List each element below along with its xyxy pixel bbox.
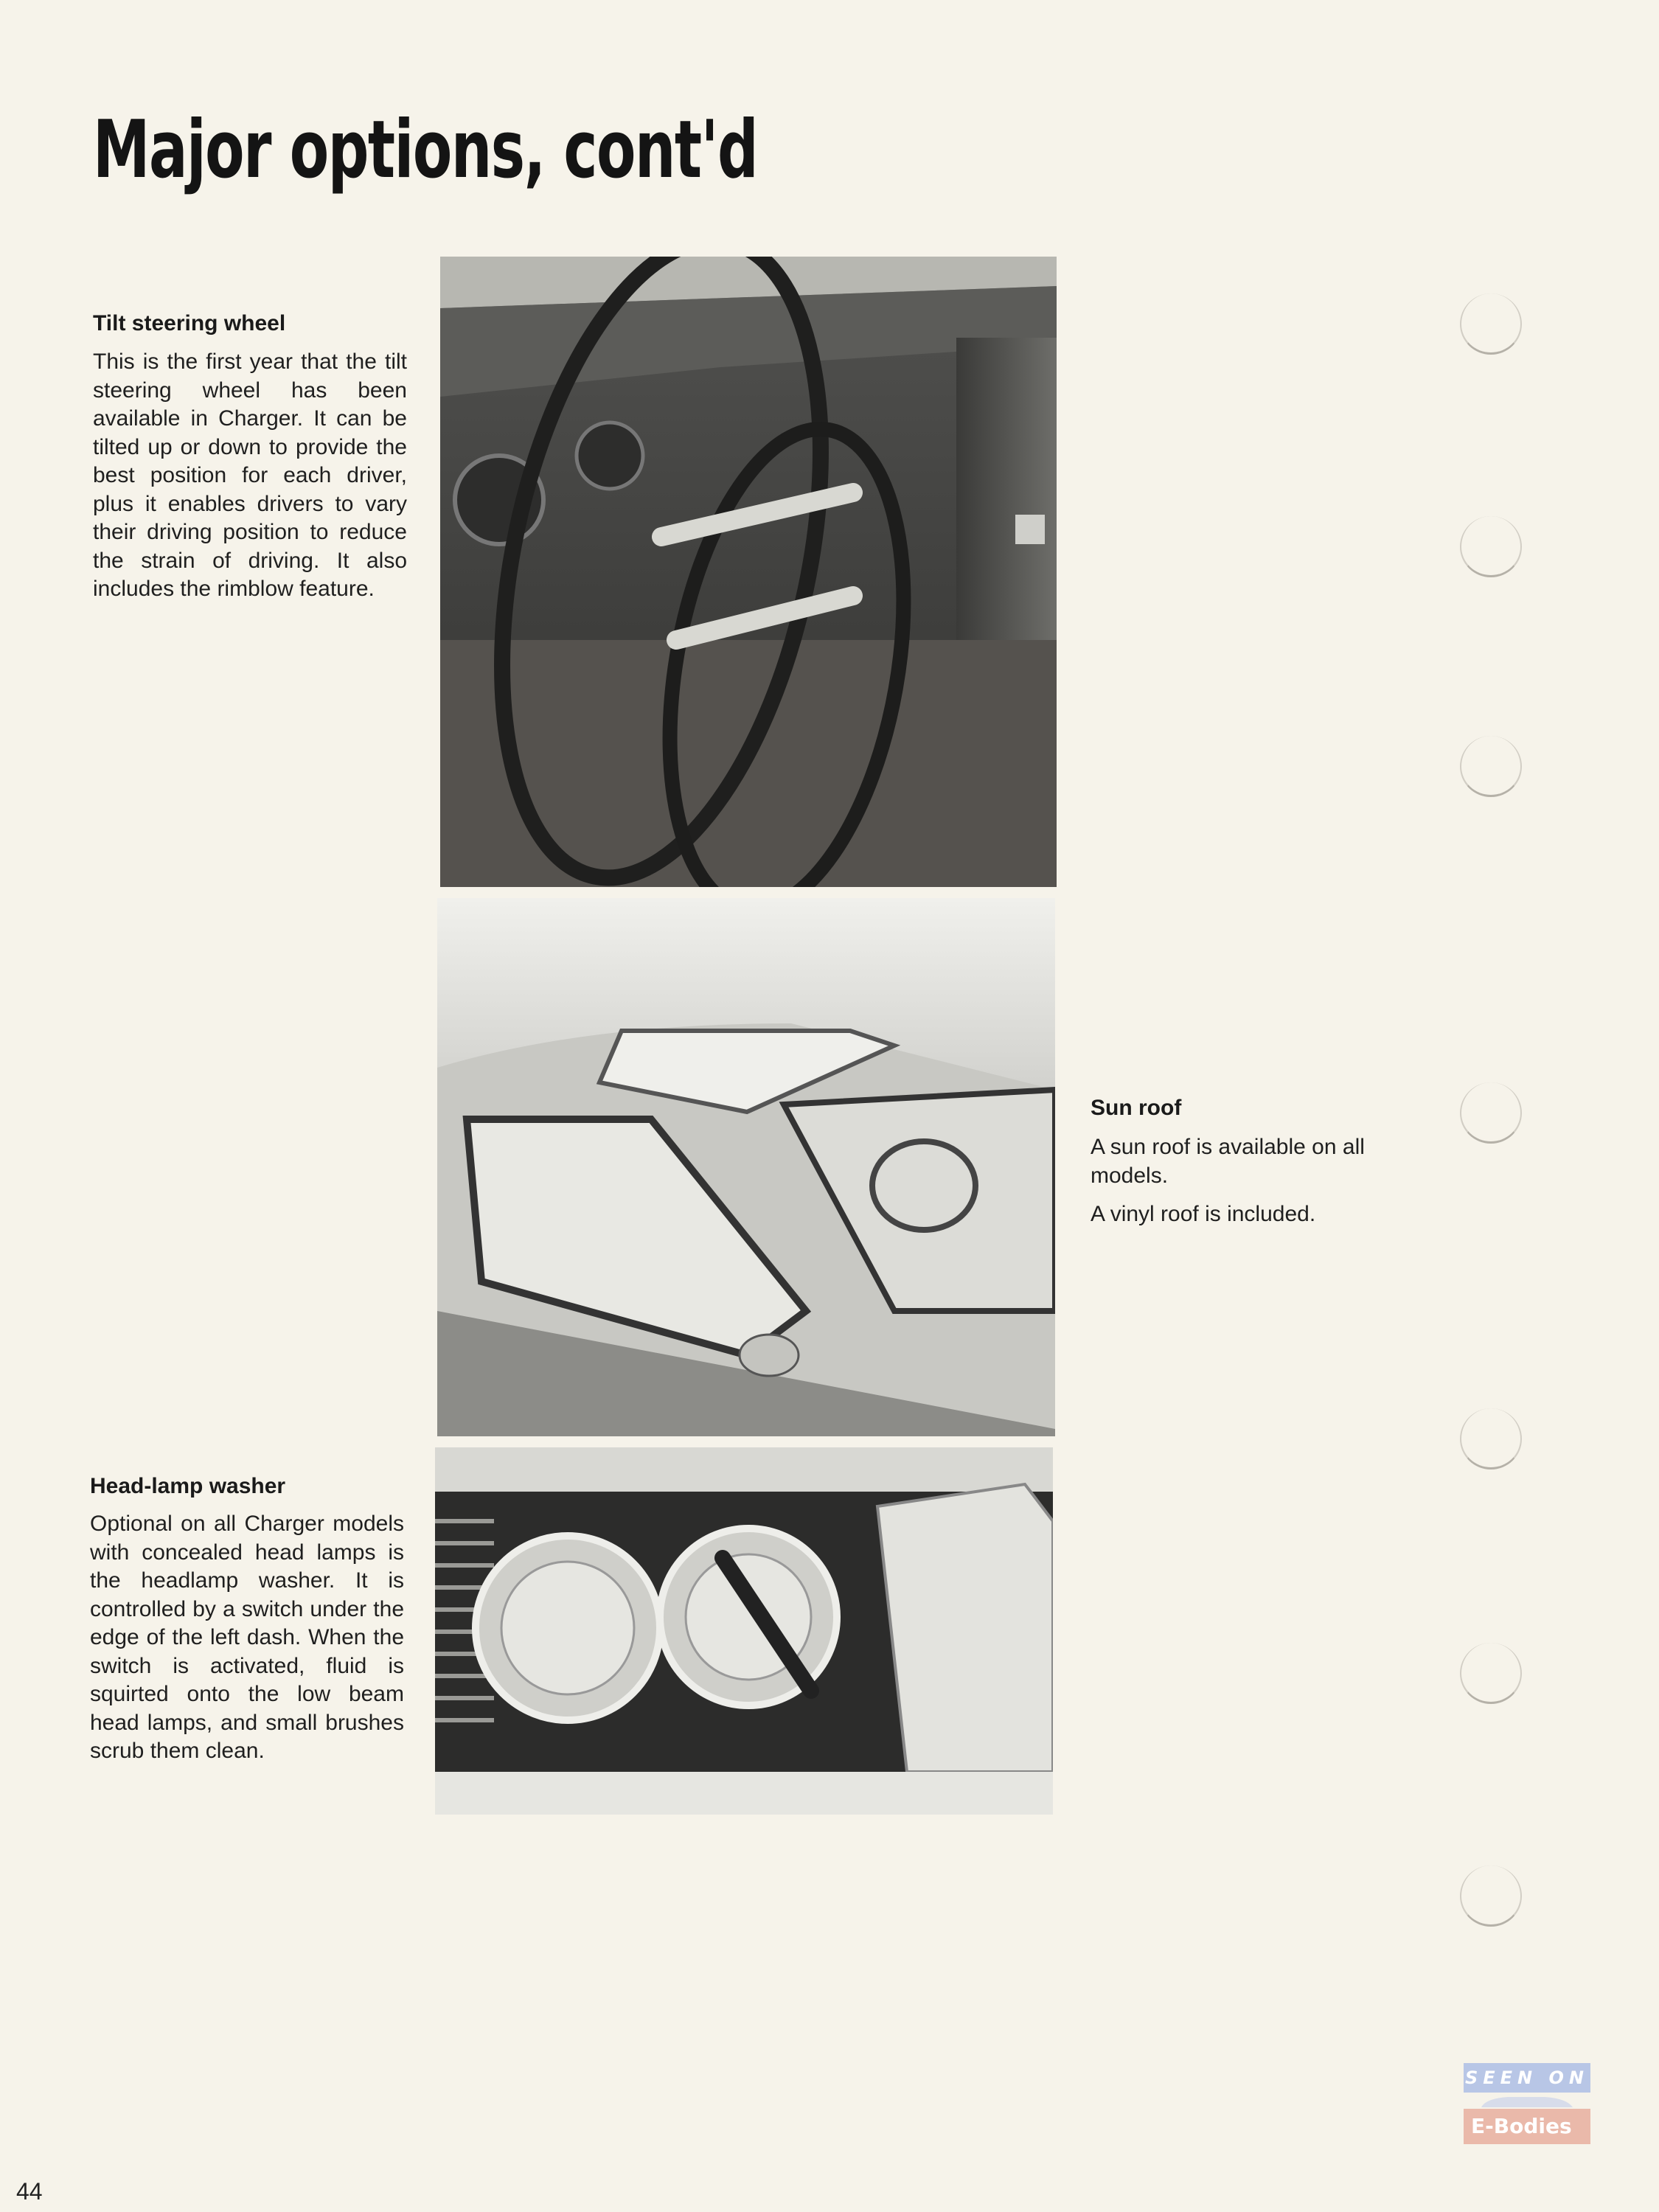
seen-on-watermark: [1464, 2063, 1590, 2148]
page-title: Major options, cont'd: [93, 104, 758, 196]
binder-hole: [1460, 293, 1522, 355]
binder-hole: [1460, 1408, 1522, 1470]
steering-wheel-image: [440, 257, 1057, 887]
page-number: 44: [16, 2178, 43, 2205]
binder-hole: [1460, 516, 1522, 577]
binder-hole: [1460, 1082, 1522, 1144]
binder-hole: [1460, 736, 1522, 797]
car-silhouette-icon: [1478, 2093, 1576, 2110]
head-lamp-washer-paragraph: Optional on all Charger models with concealed head lamps is the headlamp washer. It is controlled by a switch under the edge of the left dash. When the switch is activated, fluid is squirted onto the low beam head lamps, and small brushes scrub them clean.: [90, 1512, 404, 1763]
tilt-steering-paragraph: This is the first year that the tilt steering wheel has been available in Charger. It can be tilted up or down to provide the best position for each driver, plus it enables drivers to vary their driving position to reduce the strain of driving. It also includes the rimblow feature.: [93, 349, 407, 601]
binder-hole: [1460, 1643, 1522, 1704]
sun-roof-image: [437, 898, 1055, 1436]
sun-roof-paragraph-2: A vinyl roof is included.: [1091, 1202, 1316, 1226]
tilt-steering-wheel-photo: [440, 257, 1057, 887]
tilt-steering-heading: Tilt steering wheel: [93, 311, 286, 335]
sun-roof-body: [1091, 1133, 1430, 1229]
sun-roof-photo: [437, 898, 1055, 1436]
head-lamp-image: [435, 1447, 1053, 1815]
head-lamp-washer-heading: Head-lamp washer: [90, 1474, 286, 1498]
sun-roof-paragraph-1: A sun roof is available on all models.: [1091, 1135, 1365, 1188]
head-lamp-washer-photo: [435, 1447, 1053, 1815]
head-lamp-washer-body: [90, 1510, 404, 1766]
sun-roof-heading: Sun roof: [1091, 1096, 1182, 1120]
watermark-top-text: SEEN ON: [1464, 2063, 1590, 2093]
tilt-steering-body: [93, 348, 407, 604]
watermark-bottom-text: E-Bodies: [1464, 2109, 1590, 2144]
binder-hole: [1460, 1865, 1522, 1927]
